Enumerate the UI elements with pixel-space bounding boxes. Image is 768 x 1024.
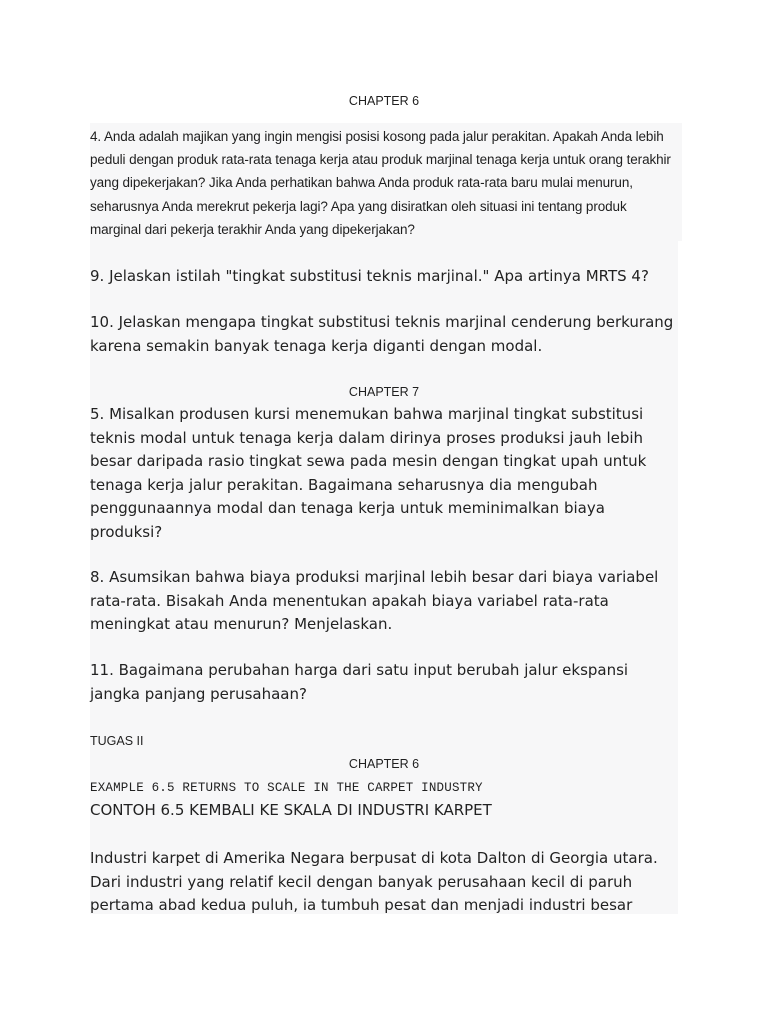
question-5-text: 5. Misalkan produsen kursi menemukan bahwa marjinal tingkat substitusi teknis modal untuk tenaga kerja dalam dirinya proses produksi jauh lebih besar daripada rasio tingkat sewa pada mesin dengan tingkat upah untuk tenaga kerja jalur perakitan. Bagaimana seharusnya dia mengubah penggunaannya modal dan tenaga kerja untuk meminimalkan biaya produksi? xyxy=(90,405,647,541)
carpet-industry-paragraph: Industri karpet di Amerika Negara berpusat di kota Dalton di Georgia utara. Dari industri yang relatif kecil dengan banyak perusahaan kecil di paruh pertama abad kedua puluh, ia tumbuh pesat dan menjadi industri besar xyxy=(90,849,658,914)
question-4-text: 4. Anda adalah majikan yang ingin mengisi posisi kosong pada jalur perakitan. Apakah Anda lebih peduli dengan produk rata-rata tenaga kerja atau produk marjinal tenaga kerja untuk orang terakhir yang dipekerjakan? Jika Anda perhatikan bahwa Anda produk rata-rata baru mulai menurun, seharusnya Anda merekrut pekerja lagi? Apa yang disiratkan oleh situasi ini tentang produk marginal dari pekerja terakhir Anda yang dipekerjakan? xyxy=(90,129,671,237)
questions-9-10-block xyxy=(90,241,678,366)
chapter-6-heading: CHAPTER 6 xyxy=(348,94,420,108)
task-label: TUGAS II xyxy=(90,734,144,748)
question-8-text: 8. Asumsikan bahwa biaya produksi marjinal lebih besar dari biaya variabel rata-rata. Bisakah Anda menentukan apakah biaya variabel rata-rata meningkat atau menurun? Menjelaskan. xyxy=(90,568,659,633)
tugas-2-block xyxy=(90,711,678,914)
example-title-english: EXAMPLE 6.5 RETURNS TO SCALE IN THE CARPET INDUSTRY xyxy=(90,781,483,795)
example-title-indonesian: CONTOH 6.5 KEMBALI KE SKALA DI INDUSTRI KARPET xyxy=(90,801,492,819)
chapter-7-block xyxy=(90,366,678,711)
question-11-text: 11. Bagaimana perubahan harga dari satu input berubah jalur ekspansi jangka panjang perusahaan? xyxy=(90,661,629,703)
question-10-text: 10. Jelaskan mengapa tingkat substitusi teknis marjinal cenderung berkurang karena semakin banyak tenaga kerja diganti dengan modal. xyxy=(90,313,674,355)
chapter-7-heading: CHAPTER 7 xyxy=(348,385,420,399)
question-4-block xyxy=(90,123,682,241)
question-9-text: 9. Jelaskan istilah "tingkat substitusi teknis marjinal." Apa artinya MRTS 4? xyxy=(90,267,649,285)
chapter-6-heading-2: CHAPTER 6 xyxy=(348,757,420,771)
